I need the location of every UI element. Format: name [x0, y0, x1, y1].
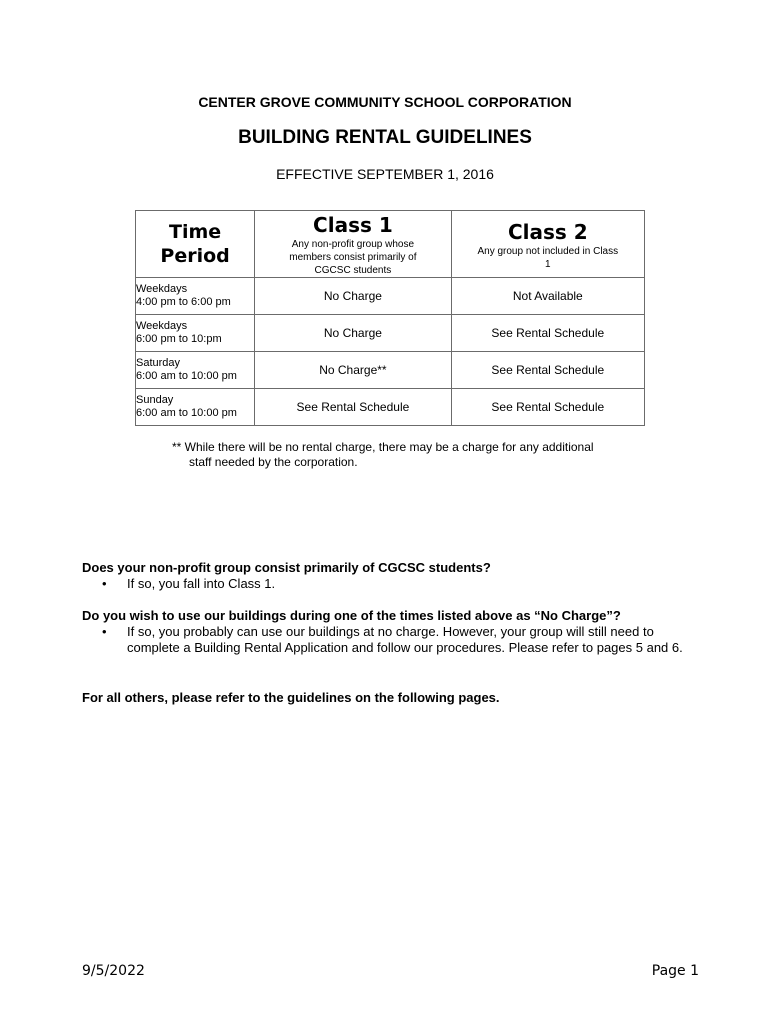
period-cell: [136, 352, 255, 389]
period-time: 6:00 am to 10:00 pm: [136, 407, 237, 419]
bullet-icon: •: [102, 624, 107, 639]
period-day: Saturday: [136, 357, 181, 369]
footnote-line1: ** While there will be no rental charge, there may be a charge for any additional: [172, 440, 594, 454]
question-2: Do you wish to use our buildings during one of the times listed above as “No Charge”?: [82, 608, 621, 623]
footer-date: 9/5/2022: [82, 963, 145, 979]
table-row: [136, 352, 645, 389]
period-time: 4:00 pm to 6:00 pm: [136, 296, 231, 308]
question-1: Does your non-profit group consist primarily of CGCSC students?: [82, 560, 491, 575]
class1-cell: See Rental Schedule: [255, 389, 451, 426]
class2-cell: See Rental Schedule: [451, 352, 644, 389]
class1-cell: No Charge**: [255, 352, 451, 389]
list-item: [82, 576, 702, 592]
period-cell: [136, 315, 255, 352]
time-period-header: [136, 211, 255, 278]
organization-name: CENTER GROVE COMMUNITY SCHOOL CORPORATION: [198, 94, 572, 110]
class2-cell: Not Available: [451, 278, 644, 315]
document-title: BUILDING RENTAL GUIDELINES: [238, 127, 532, 148]
footnote: [172, 440, 642, 470]
rental-table: [135, 210, 645, 426]
page-number: Page 1: [651, 963, 699, 979]
period-day: Sunday: [136, 394, 174, 406]
question-1-section: [82, 560, 702, 592]
class2-description: Any group not included in Class 1: [477, 245, 619, 270]
time-header-line2: Period: [160, 245, 230, 267]
class1-cell: No Charge: [255, 315, 451, 352]
footnote-line2: staff needed by the corporation.: [189, 455, 358, 469]
closing-note: For all others, please refer to the guidelines on the following pages.: [82, 690, 500, 705]
question-2-answer: If so, you probably can use our buildings at no charge. However, your group will still need to complete a Building Rental Application and follow our procedures. Please refer to pages 5 and 6.: [127, 624, 683, 655]
period-day: Weekdays: [136, 283, 188, 295]
period-day: Weekdays: [136, 320, 188, 332]
class2-cell: See Rental Schedule: [451, 315, 644, 352]
table-row: [136, 315, 645, 352]
table-row: [136, 278, 645, 315]
table-header-row: [136, 211, 645, 278]
period-time: 6:00 am to 10:00 pm: [136, 370, 237, 382]
class2-title: Class 2: [507, 219, 588, 244]
list-item: [82, 624, 702, 656]
class1-description: Any non-profit group whose members consist primarily of CGCSC students: [289, 239, 417, 276]
class1-cell: No Charge: [255, 278, 451, 315]
class1-title: Class 1: [313, 213, 393, 237]
period-cell: [136, 278, 255, 315]
period-cell: [136, 389, 255, 426]
bullet-icon: •: [102, 576, 107, 591]
effective-date: EFFECTIVE SEPTEMBER 1, 2016: [276, 166, 494, 182]
time-header-line1: Time: [169, 221, 222, 243]
class2-cell: See Rental Schedule: [451, 389, 644, 426]
question-1-answer: If so, you fall into Class 1.: [127, 576, 276, 591]
table-row: [136, 389, 645, 426]
question-2-section: [82, 608, 702, 656]
class2-header: [451, 211, 644, 278]
class1-header: [255, 211, 451, 278]
period-time: 6:00 pm to 10:pm: [136, 333, 222, 345]
